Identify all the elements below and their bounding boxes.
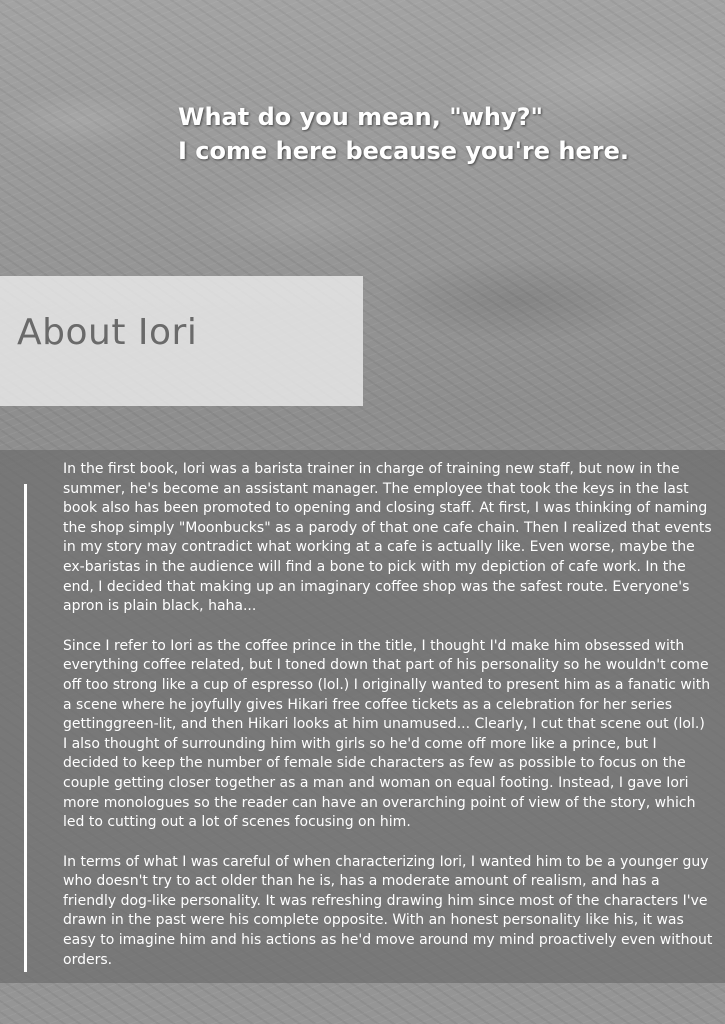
- quote-line-1: What do you mean, "why?": [178, 103, 544, 131]
- paragraph-3: In terms of what I was careful of when characterizing Iori, I wanted him to be a younger guy who doesn't try to act older than he is, has a moderate amount of realism, and has a friendly dog-like personality. It was refreshing drawing him since most of the characters I've drawn in the past were his complete opposite. With an honest personality like his, it was easy to imagine him and his actions as he'd move around my mind proactively even without orders.: [63, 853, 713, 968]
- section-title-panel: [0, 276, 363, 406]
- paragraph-2: Since I refer to Iori as the coffee prince in the title, I thought I'd make him obsessed with everything coffee related, but I toned down that part of his personality so he wouldn't come off too strong like a cup of espresso (lol.) I originally wanted to present him as a fanatic with a scene where he joyfully gives Hikari free coffee tickets as a celebration for her series gettinggreen-lit, and then Hikari looks at him unamused... Clearly, I cut that scene out (lol.) I also thought of surrounding him with girls so he'd come off more like a prince, but I decided to keep the number of female side characters as few as possible to focus on the couple getting closer together as a man and woman on equal footing. Instead, I gave Iori more monologues so the reader can have an overarching point of view of the story, which led to cutting out a lot of scenes focusing on him.: [63, 637, 711, 831]
- section-title: About Iori: [17, 312, 198, 353]
- quote-line-2: I come here because you're here.: [178, 137, 629, 165]
- accent-line: [24, 484, 27, 972]
- paragraph-1: In the first book, Iori was a barista trainer in charge of training new staff, but now in the summer, he's become an assistant manager. The employee that took the keys in the last book also has been promoted to opening and closing staff. At first, I was thinking of naming the shop simply "Moonbucks" as a parody of that one cafe chain. Then I realized that events in my story may contradict what working at a cafe is actually like. Even worse, maybe the ex-baristas in the audience will find a bone to pick with my depiction of cafe work. In the end, I decided that making up an imaginary coffee shop was the safest route. Everyone's apron is plain black, haha...: [63, 461, 712, 615]
- body-text: [63, 460, 713, 970]
- quote-block: [178, 100, 718, 168]
